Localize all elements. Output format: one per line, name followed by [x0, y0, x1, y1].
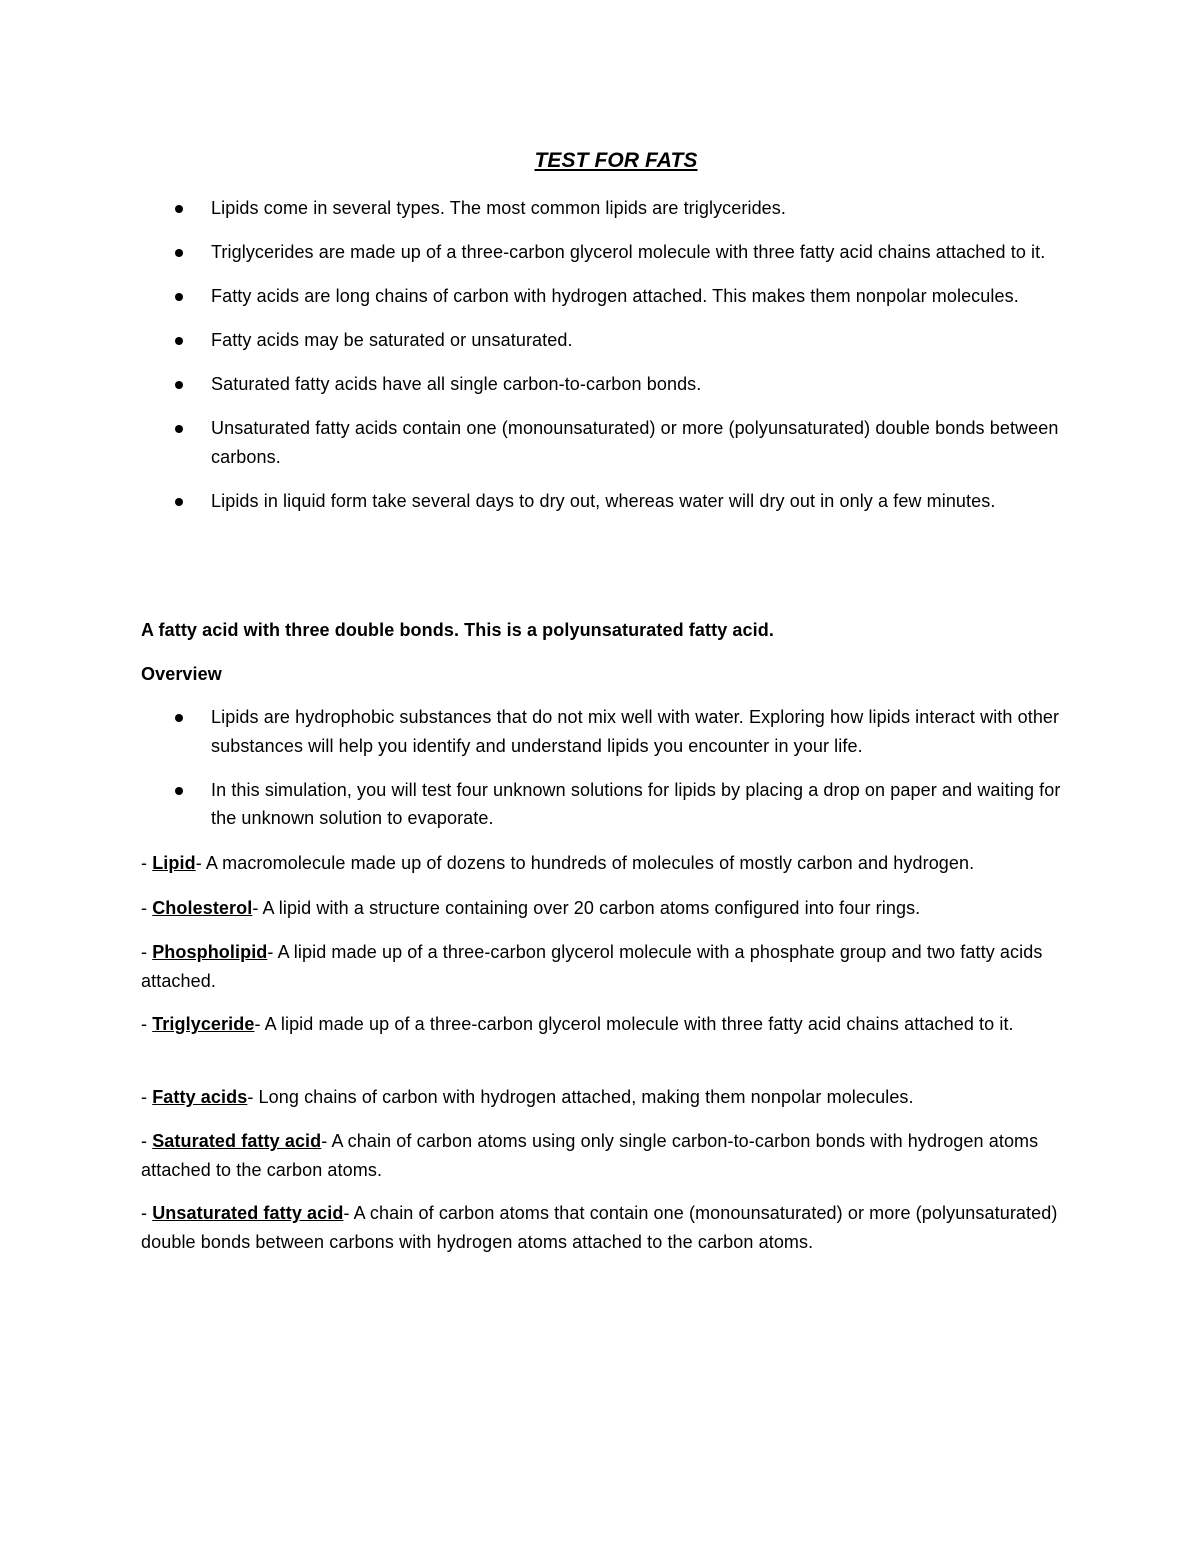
definition-fatty-acids: [141, 1083, 1076, 1112]
bullet-icon: [175, 425, 183, 433]
bullet-icon: [175, 381, 183, 389]
bullet-icon: [175, 205, 183, 213]
bullet-icon: [175, 787, 183, 795]
definition-lipid: [141, 849, 1076, 878]
bullet-text: Lipids are hydrophobic substances that do not mix well with water. Exploring how lipids interact with other substances will help you identify and understand lipids you encounter in your life.: [211, 707, 1060, 756]
definition-prefix: -: [141, 1203, 153, 1223]
bullet-text: Triglycerides are made up of a three-carbon glycerol molecule with three fatty acid chains attached to it.: [211, 242, 1046, 262]
bullet-text: In this simulation, you will test four unknown solutions for lipids by placing a drop on paper and waiting for the unknown solution to evaporate.: [211, 779, 1061, 828]
bullet-item: [0, 776, 1200, 833]
bullet-icon: [175, 293, 183, 301]
definition-phospholipid: [141, 938, 1076, 995]
bullet-text: Fatty acids may be saturated or unsaturated.: [211, 330, 573, 350]
definition-prefix: -: [141, 853, 153, 873]
bullet-text: Unsaturated fatty acids contain one (monounsaturated) or more (polyunsaturated) double bonds between carbons.: [211, 418, 1059, 467]
definition-term: Saturated fatty acid: [152, 1131, 322, 1151]
bullet-icon: [175, 337, 183, 345]
bullet-item: [0, 370, 1200, 399]
bullet-icon: [175, 498, 183, 506]
definition-term: Cholesterol: [152, 898, 253, 918]
bullet-item: [0, 487, 1200, 516]
bullet-text: Fatty acids are long chains of carbon with hydrogen attached. This makes them nonpolar molecules.: [211, 286, 1019, 306]
definition-text: - Long chains of carbon with hydrogen attached, making them nonpolar molecules.: [247, 1087, 914, 1107]
definition-text: - A lipid with a structure containing over 20 carbon atoms configured into four rings.: [252, 898, 921, 918]
bullet-text: Lipids come in several types. The most common lipids are triglycerides.: [211, 198, 786, 218]
definition-cholesterol: [141, 894, 1076, 923]
definition-term: Unsaturated fatty acid: [152, 1203, 344, 1223]
definition-text: - A lipid made up of a three-carbon glycerol molecule with three fatty acid chains attached to it.: [254, 1014, 1014, 1034]
definition-prefix: -: [141, 1131, 153, 1151]
definition-term: Lipid: [152, 853, 196, 873]
bullet-icon: [175, 714, 183, 722]
bullet-item: [0, 238, 1200, 267]
bullet-icon: [175, 249, 183, 257]
overview-heading: Overview: [141, 664, 222, 684]
bullet-item: [0, 326, 1200, 355]
definition-unsaturated-fatty-acid: [141, 1199, 1076, 1256]
overview-bullet-list: [0, 703, 1200, 848]
bullet-item: [0, 194, 1200, 223]
definition-saturated-fatty-acid: [141, 1127, 1076, 1184]
definition-prefix: -: [141, 1087, 153, 1107]
definition-text: - A chain of carbon atoms that contain one (monounsaturated) or more (polyunsaturated) double bonds between carbons with hydrogen atoms attached to the carbon atoms.: [141, 1203, 1058, 1252]
fatty-acid-note: A fatty acid with three double bonds. This is a polyunsaturated fatty acid.: [141, 620, 774, 640]
definition-text: - A macromolecule made up of dozens to hundreds of molecules of mostly carbon and hydrogen.: [195, 853, 975, 873]
page-title: TEST FOR FATS: [534, 149, 698, 172]
bullet-item: [0, 282, 1200, 311]
definition-text: - A lipid made up of a three-carbon glycerol molecule with a phosphate group and two fatty acids attached.: [141, 942, 1043, 991]
definition-prefix: -: [141, 942, 153, 962]
intro-bullet-list: [0, 194, 1200, 531]
bullet-item: [0, 703, 1200, 760]
definition-prefix: -: [141, 898, 153, 918]
definition-term: Triglyceride: [152, 1014, 255, 1034]
bullet-text: Lipids in liquid form take several days to dry out, whereas water will dry out in only a few minutes.: [211, 490, 996, 511]
definition-text: - A chain of carbon atoms using only single carbon-to-carbon bonds with hydrogen atoms attached to the carbon atoms.: [141, 1131, 1039, 1180]
bullet-text: Saturated fatty acids have all single carbon-to-carbon bonds.: [211, 374, 702, 394]
definition-triglyceride: [141, 1010, 1076, 1039]
definition-term: Fatty acids: [152, 1087, 248, 1107]
definition-prefix: -: [141, 1014, 153, 1034]
bullet-item: [0, 414, 1200, 471]
definition-term: Phospholipid: [152, 942, 268, 962]
